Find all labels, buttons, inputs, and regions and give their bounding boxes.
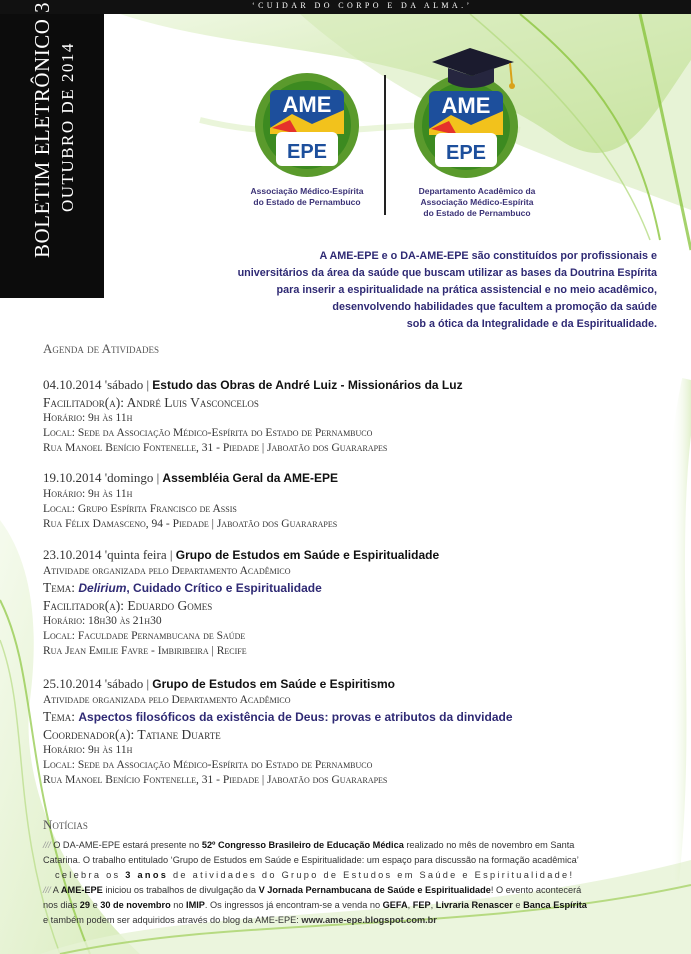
logo-caption-da [404,186,550,219]
notice-text: , [430,900,436,910]
logo-text: AME [441,93,491,118]
logo-text: AME [282,92,332,117]
notice-1-line-1 [43,838,667,853]
logo-divider [384,75,386,215]
event-date: 04.10.2014 'sábado | [43,377,150,392]
notice-2-line-1 [43,883,667,898]
tagline: ‘CUIDAR DO CORPO E DA ALMA.’ [252,1,473,10]
notice-bold: Livraria Renascer [435,900,513,910]
caption-line: do Estado de Pernambuco [253,197,361,207]
notice-text: A [52,885,61,895]
blog-link[interactable]: www.ame-epe.blogspot.com.br [301,915,437,925]
event-local: Local: Grupo Espírita Francisco de Assis [43,503,237,515]
top-bar [0,0,691,14]
notice-text: ! O evento acontecerá [490,885,582,895]
event-time: Horário: 9h às 11h [43,744,133,756]
ame-epe-logo [252,70,362,180]
event-time: Horário: 9h às 11h [43,412,133,424]
event-1 [43,376,663,456]
notice-bold: 3 anos [125,870,169,880]
notice-text: O DA-AME-EPE estará presente no [53,840,202,850]
notice-2-line-2 [43,898,667,913]
notice-bold: FEP [412,900,431,910]
event-2 [43,469,663,532]
theme-value: Aspectos filosóficos da existência de Deus: provas e atributos da dinvidade [78,710,513,724]
notices-body [43,838,667,928]
event-header [43,469,663,487]
notice-text: de atividades do Grupo de Estudos em Saúde e Espiritualidade! [168,870,575,880]
event-4 [43,675,663,788]
event-address: Rua Jean Emilie Favre - Imbiribeira | Recife [43,645,247,657]
event-theme [43,579,663,597]
sidebar-title-block [0,1,104,298]
intro-line: A AME-EPE e o DA-AME-EPE são constituídos por profissionais e [319,250,657,262]
event-organized: Atividade organizada pelo Departamento Acadêmico [43,565,291,577]
notice-text: e [512,900,524,910]
event-header [43,546,663,564]
notice-text: celebra os [55,870,126,880]
logo-caption-ame [240,186,374,208]
theme-label: Tema: [43,580,75,595]
event-3 [43,546,663,659]
notice-text: nos dias [43,900,80,910]
notice-bold: GEFA [382,900,408,910]
event-coordinator: Coordenador(a): Tatiane Duarte [43,727,221,742]
notice-bold: 52º Congresso Brasileiro de Educação Médica [201,840,404,850]
event-organized: Atividade organizada pelo Departamento Acadêmico [43,694,291,706]
event-facilitator: Facilitador(a): André Luis Vasconcelos [43,395,259,410]
bulletin-date: OUTUBRO DE 2014 [58,42,77,212]
theme-rest: , Cuidado Crítico e Espiritualidade [126,581,322,595]
notices-heading: Notícias [43,817,88,832]
notice-text: iniciou os trabalhos de divulgação da [102,885,259,895]
notice-bold: IMIP [186,900,205,910]
da-ame-epe-logo [410,42,528,182]
intro-line: para inserir a espiritualidade na prática assistencial e no meio acadêmico, [276,284,657,296]
notice-bold: AME-EPE [60,885,103,895]
event-theme [43,708,663,726]
caption-line: Associação Médico-Espírita [420,197,534,207]
event-title: Estudo das Obras de André Luiz - Missionários da Luz [152,378,463,392]
notice-1-line-2: Catarina. O trabalho entitulado ‘Grupo de Estudos em Saúde e Espiritualidade: um espaço para discussão na formação acadêmica’ [43,855,579,865]
logo-sub: EPE [445,142,487,164]
event-local: Local: Sede da Associação Médico-Espírita do Estado de Pernambuco [43,759,373,771]
event-date: 19.10.2014 'domingo | [43,470,160,485]
notice-text: e também podem ser adquiridos através do blog da AME-EPE: [43,915,302,925]
intro-line: sob a ótica da Integralidade e da Espiritualidade. [406,318,657,330]
notice-1-line-3 [43,868,667,883]
event-title: Assembléia Geral da AME-EPE [162,471,339,485]
caption-line: Departamento Acadêmico da [418,186,536,196]
event-local: Local: Faculdade Pernambucana de Saúde [43,630,246,642]
notice-text: realizado no mês de novembro em Santa [403,840,575,850]
intro-line: universitários da área da saúde que buscam utilizar as bases da Doutrina Espírita [237,267,657,279]
notice-text: , [407,900,413,910]
agenda-heading: Agenda de Atividades [43,341,160,356]
theme-label: Tema: [43,709,75,724]
event-title: Grupo de Estudos em Saúde e Espiritismo [152,677,396,691]
event-facilitator: Facilitador(a): Eduardo Gomes [43,598,213,613]
notice-bold: Banca Espírita [523,900,587,910]
intro-paragraph [187,248,657,333]
event-header [43,675,663,693]
event-address: Rua Manoel Benício Fontenelle, 31 - Piedade | Jaboatão dos Guararapes [43,442,388,454]
theme-italic: Delirium [78,581,127,595]
notice-bold: 30 de novembro [100,900,171,910]
notice-text: no [170,900,187,910]
event-date: 23.10.2014 'quinta feira | [43,547,173,562]
notice-bold: 29 [79,900,91,910]
event-address: Rua Manoel Benício Fontenelle, 31 - Piedade | Jaboatão dos Guararapes [43,774,388,786]
bullet-slash: /// [43,885,51,895]
event-time: Horário: 18h30 às 21h30 [43,615,162,627]
event-header [43,376,663,394]
bulletin-title: BOLETIM ELETRÔNICO 3 [30,1,54,258]
notice-bold: V Jornada Pernambucana de Saúde e Espiritualidade [258,885,491,895]
event-local: Local: Sede da Associação Médico-Espírita do Estado de Pernambuco [43,427,373,439]
notice-2-line-3 [43,913,667,928]
notice-text: e [90,900,101,910]
theme-value [78,581,321,595]
event-title: Grupo de Estudos em Saúde e Espiritualidade [175,548,440,562]
logo-sub: EPE [286,141,328,163]
caption-line: Associação Médico-Espírita [250,186,364,196]
intro-line: desenvolvendo habilidades que facultem a promoção da saúde [332,301,657,313]
bullet-slash: /// [43,840,51,850]
event-date: 25.10.2014 'sábado | [43,676,150,691]
vertical-title [0,1,104,298]
event-address: Rua Félix Damasceno, 94 - Piedade | Jaboatão dos Guararapes [43,518,338,530]
event-time: Horário: 9h às 11h [43,488,133,500]
caption-line: do Estado de Pernambuco [423,208,531,218]
notice-text: . Os ingressos já encontram-se a venda no [204,900,383,910]
